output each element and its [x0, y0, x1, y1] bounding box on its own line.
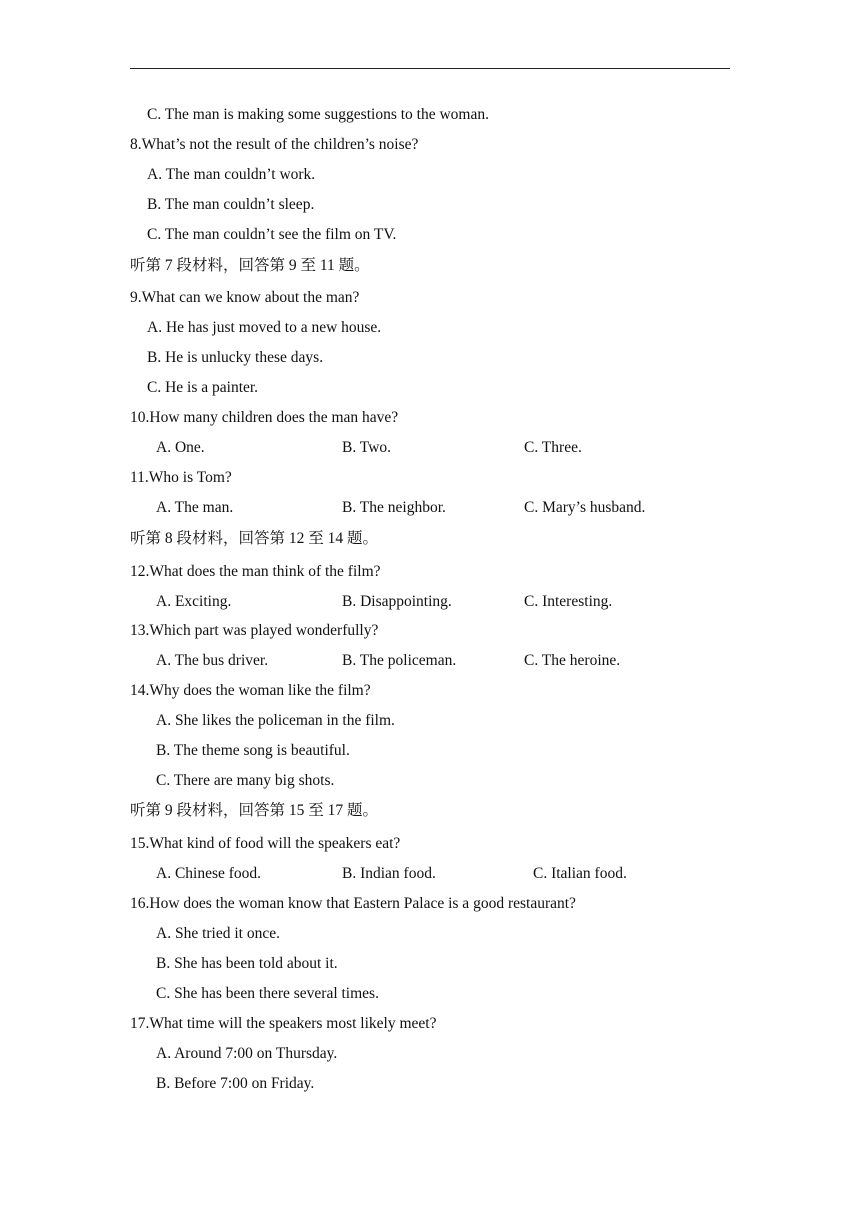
- option-9a: A. He has just moved to a new house.: [147, 319, 382, 336]
- option-15a: A. Chinese food.: [156, 865, 262, 882]
- option-10a: A. One.: [156, 439, 205, 456]
- option-10b: B. Two.: [342, 439, 392, 456]
- option-7c: C. The man is making some suggestions to the woman.: [147, 106, 489, 123]
- section-heading-9: 听第 9 段材料，回答第 15 至 17 题。: [130, 802, 379, 819]
- option-12a: A. Exciting.: [156, 593, 232, 610]
- question-12: 12.What does the man think of the film?: [130, 563, 381, 580]
- option-13a: A. The bus driver.: [156, 652, 269, 669]
- option-12b: B. Disappointing.: [342, 593, 452, 610]
- question-10: 10.How many children does the man have?: [130, 409, 399, 426]
- option-11a: A. The man.: [156, 499, 234, 516]
- option-9c: C. He is a painter.: [147, 379, 259, 396]
- option-14b: B. The theme song is beautiful.: [156, 742, 350, 759]
- option-13c: C. The heroine.: [524, 652, 621, 669]
- option-14c: C. There are many big shots.: [156, 772, 335, 789]
- option-11c: C. Mary’s husband.: [524, 499, 646, 516]
- option-16a: A. She tried it once.: [156, 925, 280, 942]
- option-11b: B. The neighbor.: [342, 499, 446, 516]
- section-heading-8: 听第 8 段材料，回答第 12 至 14 题。: [130, 530, 379, 547]
- question-13: 13.Which part was played wonderfully?: [130, 622, 379, 639]
- option-10c: C. Three.: [524, 439, 582, 456]
- option-15c: C. Italian food.: [533, 865, 627, 882]
- option-9b: B. He is unlucky these days.: [147, 349, 324, 366]
- option-17a: A. Around 7:00 on Thursday.: [156, 1045, 338, 1062]
- option-8b: B. The man couldn’t sleep.: [147, 196, 315, 213]
- option-14a: A. She likes the policeman in the film.: [156, 712, 395, 729]
- question-15: 15.What kind of food will the speakers eat?: [130, 835, 401, 852]
- question-8: 8.What’s not the result of the children’s noise?: [130, 136, 419, 153]
- option-15b: B. Indian food.: [342, 865, 436, 882]
- option-8a: A. The man couldn’t work.: [147, 166, 316, 183]
- option-16b: B. She has been told about it.: [156, 955, 338, 972]
- question-9: 9.What can we know about the man?: [130, 289, 360, 306]
- question-11: 11.Who is Tom?: [130, 469, 232, 486]
- option-13b: B. The policeman.: [342, 652, 457, 669]
- header-rule: [130, 68, 730, 69]
- question-17: 17.What time will the speakers most likely meet?: [130, 1015, 437, 1032]
- question-16: 16.How does the woman know that Eastern Palace is a good restaurant?: [130, 895, 576, 912]
- question-14: 14.Why does the woman like the film?: [130, 682, 371, 699]
- section-heading-7: 听第 7 段材料，回答第 9 至 11 题。: [130, 257, 370, 274]
- option-16c: C. She has been there several times.: [156, 985, 379, 1002]
- option-8c: C. The man couldn’t see the film on TV.: [147, 226, 397, 243]
- option-17b: B. Before 7:00 on Friday.: [156, 1075, 315, 1092]
- option-12c: C. Interesting.: [524, 593, 613, 610]
